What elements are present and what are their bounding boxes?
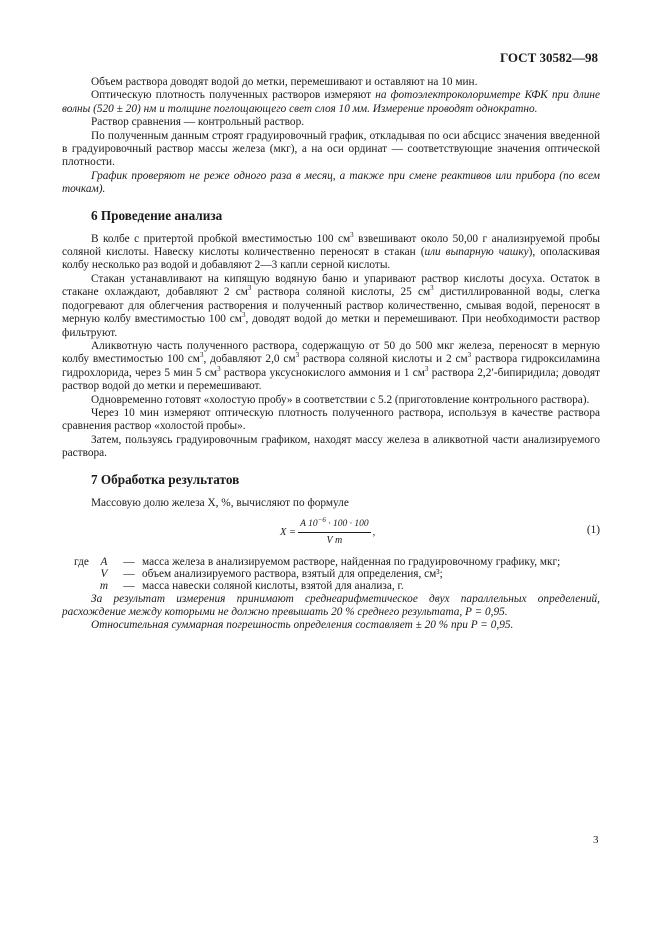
note-2: Относительная суммарная погрешность определения составляет ± 20 % при P = 0,95.: [91, 619, 514, 632]
formula-numerator: A $10^{-6} \cdot 100 \cdot 100$: [298, 518, 371, 533]
legend-symbol: A: [100, 555, 108, 568]
legend-dash: —: [123, 555, 135, 568]
section-6-title: 6 Проведение анализа: [91, 207, 223, 223]
section-7-intro: Массовую долю железа X, %, вычисляют по формуле: [91, 496, 349, 509]
intro-paragraph-3: Раствор сравнения — контрольный раствор.: [91, 116, 305, 129]
legend-text: масса навески соляной кислоты, взятой для анализа, г.: [142, 580, 404, 593]
formula-fraction: [298, 515, 371, 548]
legend-symbol: V: [100, 568, 108, 581]
formula-denominator: V m: [326, 535, 343, 547]
intro-paragraph-2: Оптическую плотность полученных растворов измеряют на фотоэлектроколориметре КФК при длине волны (520 ± 20) нм и толщине поглощающего свет слоя 10 мм. Измерение проводят однократно.: [62, 89, 600, 115]
intro-paragraph-1: Объем раствора доводят водой до метки, перемешивают и оставляют на 10 мин.: [91, 76, 478, 88]
formula: [280, 515, 376, 548]
legend-where: где: [74, 555, 89, 568]
legend-text: масса железа в анализируемом растворе, найденная по градуировочному графику, мкг;: [142, 555, 561, 568]
legend-row: [74, 556, 560, 568]
section-6-paragraph-4: Одновременно готовят «холостую пробу» в соответствии с 5.2 (приготовление контрольного раствора).: [91, 393, 590, 406]
page-number: 3: [593, 834, 599, 846]
legend-where: [74, 568, 92, 580]
note-1: За результат измерения принимают среднеарифметическое двух параллельных определений, расхождение между которыми не должно превышать 20 % среднего результата, P = 0,95.: [62, 592, 600, 618]
formula-block: [62, 515, 600, 552]
legend-row: [74, 580, 560, 592]
equation-number: (1): [586, 523, 600, 536]
legend-text: объем анализируемого раствора, взятый для определения, см³;: [142, 568, 443, 581]
section-7-title: 7 Обработка результатов: [91, 471, 240, 487]
legend-dash: —: [123, 568, 135, 581]
legend-symbol: m: [99, 580, 109, 593]
section-6-paragraph-1: В колбе с притертой пробкой вместимостью 100 $см^3$ взвешивают около 50,00 г анализируемой пробы соляной кислоты. Навеску кислоты количественно переносят в стакан (или выпарную чашку), ополаскивая колбу несколько раз водой и добавляют 2—3 капли серной кислоты.: [62, 230, 600, 272]
section-6-paragraph-3: Аликвотную часть полученного раствора, содержащую от 50 до 500 мкг железа, переносят в мерную колбу вместимостью 100 $см^3$, добавляют 2,0 $см^3$ раствора соляной кислоты и 2 $см^3$ раствора гидроксиламина гидрохлорида, через 5 мин 5 $см^3$ раствора уксуснокислого аммония и 1 $см^3$ раствора 2,2′-бипиридила; доводят раствор водой до метки и перемешивают.: [62, 339, 600, 393]
section-6-paragraph-6: Затем, пользуясь градуировочным графиком, находят массу железа в аликвотной части анализируемого раствора.: [62, 433, 600, 460]
legend-where: [74, 580, 92, 592]
intro-paragraph-5: График проверяют не реже одного раза в месяц, а также при смене реактивов или прибора (по всем точкам).: [62, 169, 600, 196]
formula-lhs: X =: [280, 527, 297, 539]
formula-legend: [74, 556, 560, 593]
legend-row: [74, 568, 560, 580]
legend-dash: —: [123, 580, 135, 593]
intro-paragraph-4: По полученным данным строят градуировочный график, откладывая по оси абсцисс значения введенной в градуировочный раствор массы железа (мкг), а на оси ординат — соответствующие значения оптической плотности.: [62, 129, 600, 169]
page-content: [62, 76, 600, 633]
section-6-paragraph-5: Через 10 мин измеряют оптическую плотность полученного раствора, используя в качестве раствора сравнения раствор «холостой пробы».: [62, 406, 600, 433]
section-6-paragraph-2: Стакан устанавливают на кипящую водяную баню и упаривают раствор кислоты досуха. Остаток в стакане охлаждают, добавляют 2 $см^3$ раствора соляной кислоты, 25 $см^3$ дистиллированной воды, слегка подогревают для облегчения растворения и полученный раствор количественно, смывая водой, переносят в мерную колбу вместимостью 100 $см^3$, доводят водой до метки и перемешивают. При необходимости раствор фильтруют.: [62, 272, 600, 339]
formula-tail: ,: [372, 527, 376, 539]
standard-header: ГОСТ 30582—98: [499, 50, 598, 65]
